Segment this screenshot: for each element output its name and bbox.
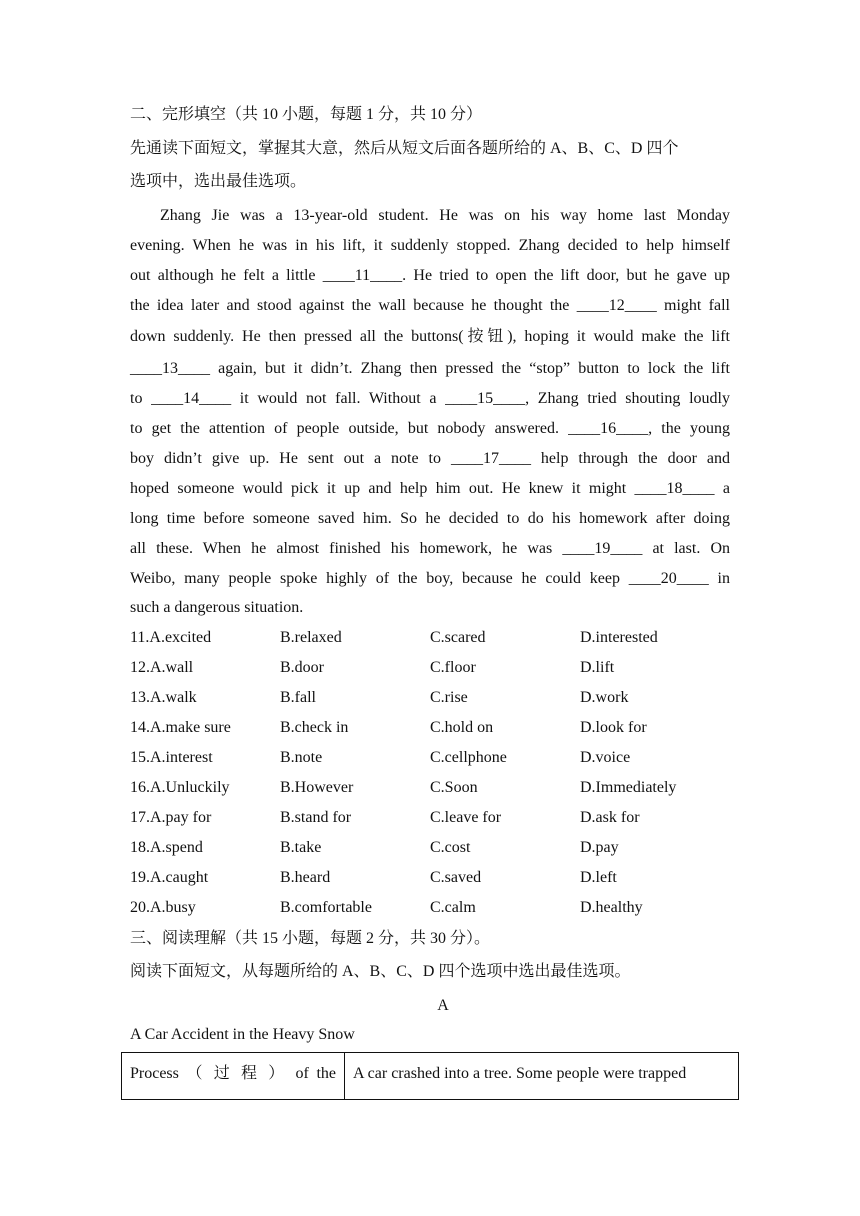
table-label-cell: Process （ 过 程 ） of the <box>122 1053 345 1100</box>
option-c: C.cost <box>430 839 471 856</box>
option-b: B.However <box>280 779 354 796</box>
option-c: C.saved <box>430 869 482 886</box>
option-b: B.door <box>280 659 324 676</box>
question-row <box>130 717 750 739</box>
question-row <box>130 867 750 889</box>
passage-line: evening. When he was in his lift, it suddenly stopped. Zhang decided to help himself <box>130 237 730 254</box>
article-title: A Car Accident in the Heavy Snow <box>130 1026 355 1043</box>
passage-line: Zhang Jie was a 13-year-old student. He was on his way home last Monday <box>160 207 730 224</box>
option-d: D.work <box>580 689 629 706</box>
accident-info-table <box>121 1052 739 1100</box>
question-row <box>130 627 750 649</box>
section2-instruction-line-2: 选项中，选出最佳选项。 <box>130 173 307 190</box>
question-row <box>130 747 750 769</box>
option-b: B.heard <box>280 869 331 886</box>
passage-line: long time before someone saved him. So he decided to do his homework after doing <box>130 510 730 527</box>
option-a: 15.A.interest <box>130 749 213 766</box>
option-d: D.ask for <box>580 809 640 826</box>
passage-line: Weibo, many people spoke highly of the boy, because he could keep ____20____ in <box>130 570 730 587</box>
option-a: 12.A.wall <box>130 659 194 676</box>
option-d: D.healthy <box>580 899 643 916</box>
option-c: C.cellphone <box>430 749 507 766</box>
option-a: 11.A.excited <box>130 629 212 646</box>
option-c: C.leave for <box>430 809 502 826</box>
option-c: C.Soon <box>430 779 478 796</box>
passage-line: boy didn’t give up. He sent out a note to ____17____ help through the door and <box>130 450 730 467</box>
option-b: B.check in <box>280 719 349 736</box>
passage-line: ____13____ again, but it didn’t. Zhang then pressed the “stop” button to lock the lift <box>130 360 730 377</box>
passage-line: to ____14____ it would not fall. Without a ____15____, Zhang tried shouting loudly <box>130 390 730 407</box>
option-a: 20.A.busy <box>130 899 196 916</box>
option-d: D.interested <box>580 629 658 646</box>
passage-line: to get the attention of people outside, but nobody answered. ____16____, the young <box>130 420 730 437</box>
section3-instruction: 阅读下面短文，从每题所给的 A、B、C、D 四个选项中选出最佳选项。 <box>130 963 631 980</box>
passage-part-label: A <box>437 997 449 1014</box>
option-b: B.take <box>280 839 322 856</box>
passage-line: such a dangerous situation. <box>130 599 304 616</box>
question-row <box>130 777 750 799</box>
passage-line: out although he felt a little ____11____. He tried to open the lift door, but he gave up <box>130 267 730 284</box>
passage-line: all these. When he almost finished his homework, he was ____19____ at last. On <box>130 540 730 557</box>
option-b: B.note <box>280 749 323 766</box>
option-b: B.relaxed <box>280 629 342 646</box>
section2-heading: 二、完形填空（共 10 小题，每题 1 分，共 10 分） <box>130 106 483 123</box>
option-d: D.Immediately <box>580 779 677 796</box>
option-d: D.look for <box>580 719 647 736</box>
question-row <box>130 687 750 709</box>
section2-instruction-line-1: 先通读下面短文，掌握其大意，然后从短文后面各题所给的 A、B、C、D 四个 <box>130 140 679 157</box>
option-d: D.left <box>580 869 617 886</box>
passage-line: down suddenly. He then pressed all the buttons(按钮), hoping it would make the lift <box>130 328 730 345</box>
option-a: 13.A.walk <box>130 689 197 706</box>
option-c: C.rise <box>430 689 468 706</box>
passage-line: the idea later and stood against the wall because he thought the ____12____ might fall <box>130 297 730 314</box>
option-a: 17.A.pay for <box>130 809 212 826</box>
table-content-cell: A car crashed into a tree. Some people were trapped <box>345 1053 739 1100</box>
passage-line: hoped someone would pick it up and help him out. He knew it might ____18____ a <box>130 480 730 497</box>
option-b: B.comfortable <box>280 899 372 916</box>
option-a: 14.A.make sure <box>130 719 231 736</box>
option-c: C.hold on <box>430 719 494 736</box>
option-d: D.voice <box>580 749 631 766</box>
option-c: C.calm <box>430 899 476 916</box>
option-d: D.pay <box>580 839 619 856</box>
option-a: 19.A.caught <box>130 869 209 886</box>
option-c: C.scared <box>430 629 486 646</box>
option-c: C.floor <box>430 659 476 676</box>
question-row <box>130 837 750 859</box>
question-row <box>130 657 750 679</box>
table-row <box>122 1053 739 1100</box>
question-row <box>130 807 750 829</box>
question-row <box>130 897 750 919</box>
option-b: B.fall <box>280 689 316 706</box>
option-a: 18.A.spend <box>130 839 203 856</box>
option-a: 16.A.Unluckily <box>130 779 230 796</box>
section3-heading: 三、阅读理解（共 15 小题，每题 2 分，共 30 分）。 <box>130 930 491 947</box>
option-b: B.stand for <box>280 809 352 826</box>
option-d: D.lift <box>580 659 615 676</box>
